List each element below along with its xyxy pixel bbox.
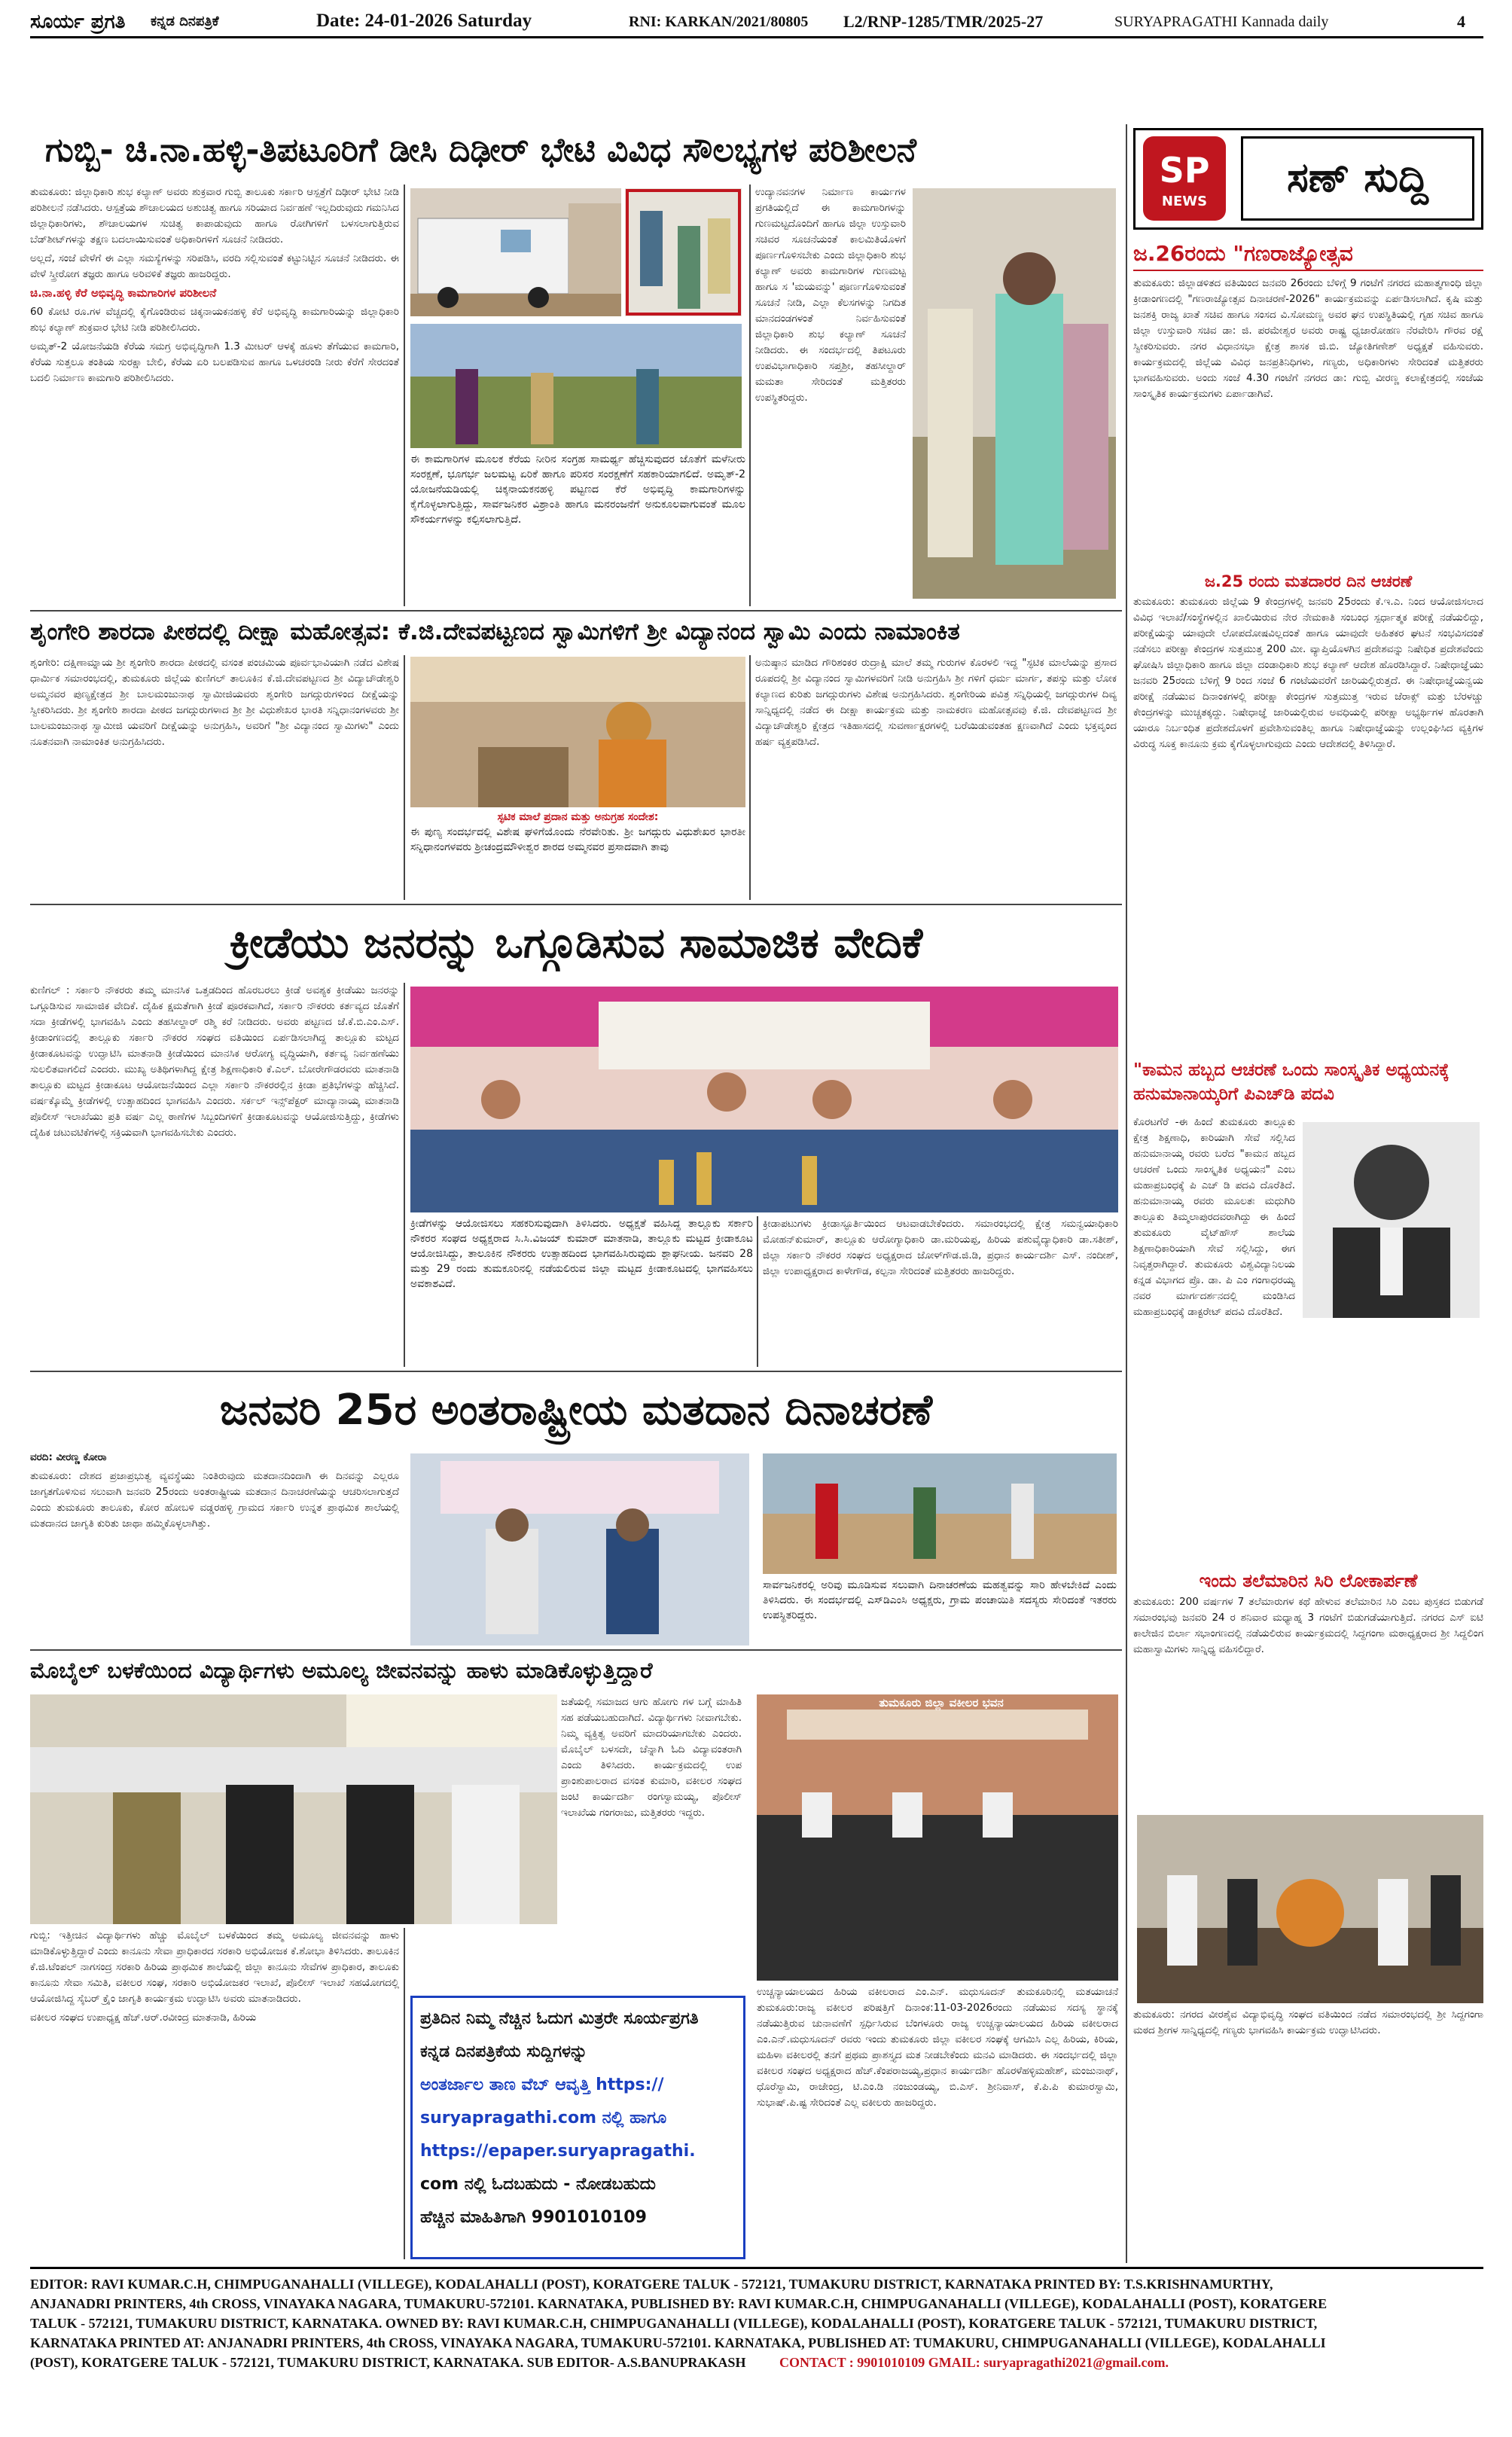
voters-day-photo: [410, 1453, 749, 1646]
sidebar-republic-day: [1133, 241, 1483, 573]
ad-line: ಪ್ರತಿದಿನ ನಿಮ್ಮ ನೆಚ್ಚಿನ ಓದುಗ ಮಿತ್ರರೇ ಸೂರ್ಯಪ್ರಗತಿ: [420, 2009, 699, 2028]
column-rule: [749, 655, 751, 900]
sidebar-event-body: ತುಮಕೂರು: ನಗರದ ವೀರಶೈವ ವಿದ್ಯಾಭಿವೃದ್ಧಿ ಸಂಘದ ವತಿಯಿಂದ ನಡೆದ ಸಮಾರಂಭದಲ್ಲಿ ಶ್ರೀ ಸಿದ್ದಗಂಗಾ ಮಠದ ಶ್ರೀಗಳ ಸಾನ್ನಿಧ್ಯದಲ್ಲಿ ಗಣ್ಯರು ಭಾಗವಹಿಸಿ ಕಾರ್ಯಕ್ರಮ ಉದ್ಘಾಟಿಸಿದರು.: [1133, 2008, 1483, 2036]
sidebar-headline: ಇಂದು ತಲೆಮಾರಿನ ಸಿರಿ ಲೋಕಾರ್ಪಣೆ: [1199, 1570, 1418, 1591]
article-sringeri-col3: ಅನುಷ್ಠಾನ ಮಾಡಿದ ಗೌರಿಶಂಕರ ರುದ್ರಾಕ್ಷಿ ಮಾಲೆ ತಮ್ಮ ಗುರುಗಳ ಕೊರಳಲಿ ಇದ್ದ "ಸ್ಫಟಿಕ ಮಾಲೆಯನ್ನು ಪ್ರಸಾದ ರೂಪದಲ್ಲಿ ಶ್ರೀ ವಿದ್ಯಾನಂದ ಸ್ವಾಮಿಗಳವರಿಗೆ ನೀಡಿ ಅನುಗ್ರಹಿಸಿ ಶ್ರೀ ಗಳಿಗೆ ಧರ್ಮ ಮಾರ್ಗ, ತಪಸ್ಸು ಮತ್ತು ಲೋಕ ಕಲ್ಯಾಣದ ಕುರಿತು ಜಗದ್ಗುರುಗಳು ವಿಶೇಷ ಅನುಗ್ರಹಿಸಿದರು. ಶೃಂಗೇರಿಯ ಪವಿತ್ರ ಸನ್ನಿಧಿಯಲ್ಲಿ ಜಗದ್ಗುರುಗಳ ದಿವ್ಯ ಸಾನ್ನಿಧ್ಯದಲ್ಲಿ ನಡೆದ ಈ ದೀಕ್ಷಾ ಕಾರ್ಯಕ್ರಮ ಮತ್ತು ನಾಮಕರಣ ಮಹೋತ್ಸವವು ಕೆ.ಜಿ. ದೇವಪಟ್ಟಣದ ಶ್ರೀ ವಿದ್ಯಾಚೌಡೇಶ್ವರಿ ಕ್ಷೇತ್ರದ ಇತಿಹಾಸದಲ್ಲಿ ಸುವರ್ಣಾಕ್ಷರಗಳಲ್ಲಿ ಬರೆಯಿಡುವಂತಹ ಕ್ಷಣವಾಗಿದೆ ಎಂದು ಭಕ್ತವೃಂದ ಹರ್ಷ ವ್ಯಕ್ತಪಡಿಸಿದೆ.: [755, 657, 1117, 748]
sidebar-book-launch: [1133, 1570, 1483, 1801]
masthead-english: SURYAPRAGATHI Kannada daily: [1114, 14, 1329, 30]
imprint-last-row: [30, 2353, 1483, 2372]
logo-word: NEWS: [1161, 194, 1208, 209]
lawyers-group-photo: [757, 1694, 1118, 1981]
sidebar-headline: ಜ.26ರಂದು "ಗಣರಾಜ್ಯೋತ್ಸವ: [1133, 241, 1483, 271]
contact-info[interactable]: CONTACT : 9901010109 GMAIL: suryapragathi2021@gmail.com.: [779, 2355, 1169, 2370]
column-rule: [757, 1216, 758, 1367]
headline-dc-visit: ಗುಬ್ಬಿ- ಚಿ.ನಾ.ಹಳ್ಳಿ-ತಿಪಟೂರಿಗೆ ಡೀಸಿ ದಿಢೀರ್ ಭೇಟಿ ವಿವಿಧ ಸೌಲಭ್ಯಗಳ ಪರಿಶೀಲನೆ: [45, 131, 917, 169]
sidebar-phd-body-narrow: ಕೊರಟಗೆರೆ -ಈ ಹಿಂದೆ ತುಮಕೂರು ತಾಲ್ಲೂಕು ಕ್ಷೇತ್ರ ಶಿಕ್ಷಣಾಧಿ, ಕಾರಿಯಾಗಿ ಸೇವೆ ಸಲ್ಲಿಸಿದ ಹನುಮಾನಾಯ್ಕ ರವರು ಬರೆದ "ಕಾಮನ ಹಬ್ಬದ ಆಚರಣೆ ಒಂದು ಸಾಂಸ್ಕೃತಿಕ ಅಧ್ಯಯನ" ಎಂಬ ಮಹಾಪ್ರಬಂಧಕ್ಕೆ ಪಿ ಎಚ್ ಡಿ ಪದವಿ ದೊರೆತಿದೆ. ಹನುಮಾನಾಯ್ಕ ರವರು ಮೂಲತಃ ಮಧುಗಿರಿ ತಾಲ್ಲೂಕು ತಿಮ್ಮಲಾಪುರದವರಾಗಿದ್ದು ಈ ಹಿಂದೆ ತುಮಕೂರು ವೈಟ್‌ಹೌಸ್ ಶಾಲೆಯ ಶಿಕ್ಷಣಾಧಿಕಾರಿಯಾಗಿ ಸೇವೆ ಸಲ್ಲಿಸಿದ್ದು, ಈಗ ನಿವೃತ್ತರಾಗಿದ್ದಾರೆ. ತುಮಕೂರು ವಿಶ್ವವಿದ್ಯಾನಿಲಯ ಕನ್ನಡ ವಿಭಾಗದ ಪ್ರೊ. ಡಾ. ಪಿ ಎಂ ಗಂಗಾಧರಯ್ಯ ನವರ ಮಾರ್ಗದರ್ಶನದಲ್ಲಿ ಮಂಡಿಸಿದ ಮಹಾಪ್ರಬಂಧಕ್ಕೆ ಡಾಕ್ಟರೇಟ್ ಪದವಿ ದೊರೆತಿದೆ.: [1133, 1116, 1295, 1318]
dc-portrait-photo: [913, 188, 1116, 599]
byline: ವರದಿ: ವೀರಣ್ಣ ಕೋರಾ: [30, 1451, 107, 1463]
masthead-rule: [30, 36, 1483, 38]
column-rule: [404, 185, 405, 606]
headline-sringeri: ಶೃಂಗೇರಿ ಶಾರದಾ ಪೀಠದಲ್ಲಿ ದೀಕ್ಷಾ ಮಹೋತ್ಸವ: ಕೆ.ಜಿ.ದೇವಪಟ್ಟಣದ ಸ್ವಾಮಿಗಳಿಗೆ ಶ್ರೀ ವಿದ್ಯಾನಂದ ಸ್ವಾಮಿ ಎಂದು ನಾಮಾಂಕಿತ: [30, 618, 960, 645]
sidebar-headline: "ಕಾಮನ ಹಬ್ಬದ ಆಚರಣೆ ಒಂದು ಸಾಂಸ್ಕೃತಿಕ ಅಧ್ಯಯನಕ್ಕೆ ಹನುಮಾನಾಯ್ಕರಿಗೆ ಪಿಎಚ್‌ಡಿ ಪದವಿ: [1133, 1060, 1450, 1104]
headline-sports: ಕ್ರೀಡೆಯು ಜನರನ್ನು ಒಗ್ಗೂಡಿಸುವ ಸಾಮಾಜಿಕ ವೇದಿಕೆ: [229, 919, 923, 968]
article-sports-col3: ಕ್ರೀಡಾಪಟುಗಳು ಕ್ರೀಡಾಸ್ಫೂರ್ತಿಯಿಂದ ಆಟವಾಡಬೇಕೆಂದರು. ಸಮಾರಂಭದಲ್ಲಿ ಕ್ಷೇತ್ರ ಸಮನ್ವಯಾಧಿಕಾರಿ ಮೋಹನ್‌ಕುಮಾರ್, ತಾಲ್ಲೂಕು ಆರೋಗ್ಯಾಧಿಕಾರಿ ಡಾ.ಮರಿಯಪ್ಪ, ಹಿರಿಯ ಪಶುವೈದ್ಯಾಧಿಕಾರಿ ಡಾ.ಸತೀಶ್, ಜಿಲ್ಲಾ ಸರ್ಕಾರಿ ನೌಕರರ ಸಂಘದ ಅಧ್ಯಕ್ಷರಾದ ಜೋಳ್‌ಗೌಡ.ಜಿ.ಡಿ, ಪ್ರಧಾನ ಕಾರ್ಯದರ್ಶಿ ಎಸ್. ನಂದೀಶ್, ಜಿಲ್ಲಾ ಉಪಾಧ್ಯಕ್ಷರಾದ ಕಾಳೇಗೌಡ, ಕಲ್ಪನಾ ಸೇರಿದಂತೆ ಮತ್ತಿತರರು ಹಾಜರಿದ್ದರು.: [763, 1218, 1118, 1277]
registration-number: L2/RNP-1285/TMR/2025-27: [843, 12, 1044, 31]
sringeri-photo: [410, 657, 745, 807]
paper-sub: ಕನ್ನಡ ದಿನಪತ್ರಿಕೆ: [151, 14, 219, 29]
paper-name: ಸೂರ್ಯ ಪ್ರಗತಿ: [30, 11, 126, 33]
article-sringeri-col1: ಶೃಂಗೇರಿ: ದಕ್ಷಿಣಾಮ್ನಾಯ ಶ್ರೀ ಶೃಂಗೇರಿ ಶಾರದಾ ಪೀಠದಲ್ಲಿ ವಸಂತ ಪಂಚಮಿಯ ಪೂರ್ವಭಾವಿಯಾಗಿ ನಡೆದ ವಿಶೇಷ ಧಾರ್ಮಿಕ ಸಮಾರಂಭದಲ್ಲಿ, ತುಮಕೂರು ಜಿಲ್ಲೆಯ ಕುಣಿಗಲ್ ತಾಲೂಕಿನ ಕೆ.ಜಿ.ದೇವಪಟ್ಟಣದ ಶ್ರೀ ವಿದ್ಯಾಚೌಡೇಶ್ವರಿ ಅಮ್ಮನವರ ಪುಣ್ಯಕ್ಷೇತ್ರದ ಶ್ರೀ ಬಾಲಮಂಜುನಾಥ ಸ್ವಾಮೀಜಿಯವರು ಶೃಂಗೇರಿ ಜಗದ್ಗುರುಗಳಿಂದ ದೀಕ್ಷೆಯನ್ನು ಸ್ವೀಕರಿಸಿದರು. ಶ್ರೀ ಶೃಂಗೇರಿ ಶಾರದಾ ಪೀಠದ ಜಗದ್ಗುರುಗಳಾದ ಶ್ರೀ ಶ್ರೀ ವಿಧುಶೇಖರ ಭಾರತಿ ಸನ್ನಿಧಾನಂಗಳವರು ಶ್ರೀ ಬಾಲಮಂಜುನಾಥ ಸ್ವಾಮೀಜಿ ಯವರಿಗೆ ದೀಕ್ಷೆಯನ್ನು ಅನುಗ್ರಹಿಸಿ, ಅವರಿಗೆ "ಶ್ರೀ ವಿದ್ಯಾನಂದ ಸ್ವಾಮಿಗಳು" ಎಂದು ನೂತನವಾಗಿ ನಾಮಾಂಕಿತ ಅನುಗ್ರಹಿಸಿದರು.: [30, 657, 399, 748]
hospital-visit-photo: [625, 188, 742, 316]
voters-caption: ಸಾರ್ವಜನಿಕರಲ್ಲಿ ಅರಿವು ಮೂಡಿಸುವ ಸಲುವಾಗಿ ದಿನಾಚರಣೆಯ ಮಹತ್ವವನ್ನು ಸಾರಿ ಹೇಳಬೇಕಿದೆ ಎಂದು ತಿಳಿಸಿದರು. ಈ ಸಂದರ್ಭದಲ್ಲಿ ಎಸ್‌ಡಿಎಂಸಿ ಅಧ್ಯಕ್ಷರು, ಗ್ರಾಮ ಪಂಚಾಯಿತಿ ಸದಸ್ಯರು ಸೇರಿದಂತೆ ಇತರರು ಉಪಸ್ಥಿತರಿದ್ದರು.: [763, 1579, 1117, 1621]
logo-letters: SP: [1159, 150, 1210, 191]
column-rule: [404, 655, 405, 900]
ad-link[interactable]: https://epaper.suryapragathi.: [420, 2142, 696, 2161]
headline-mobile: ಮೊಬೈಲ್ ಬಳಕೆಯಿಂದ ವಿದ್ಯಾರ್ಥಿಗಳು ಅಮೂಲ್ಯ ಜೀವನವನ್ನು ಹಾಳು ಮಾಡಿಕೊಳ್ಳುತ್ತಿದ್ದಾರೆ: [30, 1658, 653, 1683]
caption-text: ಈ ಪುಣ್ಯ ಸಂದರ್ಭದಲ್ಲಿ ವಿಶೇಷ ಘಳಿಗೆಯೊಂದು ನೆರವೇರಿತು. ಶ್ರೀ ಜಗದ್ಗುರು ವಿಧುಶೇಖರ ಭಾರತೀ ಸನ್ನಿಧಾನಂಗಳವರು ಶ್ರೀಚಂದ್ರಮೌಳೀಶ್ವರ ಶಾರದ ಅಮ್ಮನವರ ಪ್ರಸಾದವಾಗಿ ತಾವು: [410, 826, 745, 853]
imprint-line: KARNATAKA PRINTED AT: ANJANADRI PRINTERS, 4th CROSS, VINAYAKA NAGARA, TUMAKURU-572101. KARNATAKA, PUBLISHED AT: TUMAKURU, CHIMPUGANAHALLI (VILLEGE), KODALAHALLI: [30, 2335, 1326, 2350]
lake-inspection-photo: [410, 324, 742, 448]
section-rule: [30, 1371, 1122, 1372]
ad-line: com ನಲ್ಲಿ ಓದಬಹುದು - ನೋಡಬಹುದು: [420, 2175, 656, 2194]
footer-rule: [30, 2267, 1483, 2269]
ad-line: ಅಂತರ್ಜಾಲ ತಾಣ ವೆಬ್ ಆವೃತ್ತಿ https://: [420, 2076, 664, 2094]
ad-line: ಹೆಚ್ಚಿನ ಮಾಹಿತಿಗಾಗಿ 9901010109: [420, 2208, 647, 2227]
sports-caption: ಕ್ರೀಡೆಗಳನ್ನು ಆಯೋಜಿಸಲು ಸಹಕರಿಸುವುದಾಗಿ ತಿಳಿಸಿದರು. ಅಧ್ಯಕ್ಷತೆ ವಹಿಸಿದ್ದ ತಾಲ್ಲೂಕು ಸರ್ಕಾರಿ ನೌಕರರ ಸಂಘದ ಅಧ್ಯಕ್ಷರಾದ ಸಿ.ಸಿ.ವಿಜಯ್ ಕುಮಾರ್ ಮಾತನಾಡಿ, ತಾಲ್ಲೂಕು ಮಟ್ಟದ ಕ್ರೀಡಾಕೂಟ ಆಯೋಜಿಸಿದ್ದು, ತಾಲೂಕಿನ ನೌಕರರು ಉತ್ಸಾಹದಿಂದ ಭಾಗವಹಿಸಿರುವುದು ಶ್ಲಾಘನೀಯ. ಜನವರಿ 28 ಮತ್ತು 29 ರಂದು ತುಮಕೂರಿನಲ್ಲಿ ನಡೆಯಲಿರುವ ಜಿಲ್ಲಾ ಮಟ್ಟದ ಕ್ರೀಡಾಕೂಟದಲ್ಲಿ ಭಾಗವಹಿಸಲು ಅವಕಾಶವಿದೆ.: [410, 1218, 753, 1290]
section-rule: [30, 1649, 1122, 1651]
sidebar-masthead: [1133, 128, 1483, 230]
subheading: ಚಿ.ನಾ.ಹಳ್ಳಿ ಕೆರೆ ಅಭಿವೃದ್ಧಿ ಕಾಮಗಾರಿಗಳ ಪರಿಶೀಲನೆ: [30, 286, 217, 300]
imprint-line: ANJANADRI PRINTERS, 4th CROSS, VINAYAKA NAGARA, TUMAKURU-572101. KARNATAKA, PUBLISHED BY: RAVI KUMAR.C.H, CHIMPUGANAHALLI (VILLEGE), KODALAHALLI (POST), KORATGERE: [30, 2296, 1328, 2311]
article-mobile-col3: ಜತೆಯಲ್ಲಿ ಸಮಾಜದ ಆಗು ಹೋಗು ಗಳ ಬಗ್ಗೆ ಮಾಹಿತಿ ಸಹ ಪಡೆಯಬಹುದಾಗಿದೆ. ವಿದ್ಯಾರ್ಥಿಗಳು ನೀವಾಗಬೇಕು. ನಿಮ್ಮ ವ್ಯಕ್ತಿತ್ವ ಅವರಿಗೆ ಮಾದರಿಯಾಗಬೇಕು ಎಂದರು. ಮೊಬೈಲ್ ಬಳಸದೇ, ಚೆನ್ನಾಗಿ ಓದಿ ವಿದ್ಯಾವಂತರಾಗಿ ಎಂದು ತಿಳಿಸಿದರು. ಕಾರ್ಯಕ್ರಮದಲ್ಲಿ ಉಪ ಪ್ರಾಂಶುಪಾಲರಾದ ವಸಂತ ಕುಮಾರಿ, ವಕೀಲರ ಸಂಘದ ಜಂಟಿ ಕಾರ್ಯದರ್ಶಿ ರಂಗಸ್ವಾಮಯ್ಯ, ಪೊಲೀಸ್ ಇಲಾಖೆಯ ಗಂಗರಾಜು, ಮತ್ತಿತರರು ಇದ್ದರು.: [561, 1696, 742, 1819]
rni-number: RNI: KARKAN/2021/80805: [629, 14, 809, 30]
sidebar-body: ತುಮಕೂರು: ತುಮಕೂರು ಜಿಲ್ಲೆಯ 9 ಕೇಂದ್ರಗಳಲ್ಲಿ ಜನವರಿ 25ರಂದು ಕೆ.ಇ.ಎ. ನಿಂದ ಆಯೋಜಿಸಲಾದ ವಿವಿಧ ಇಲಾಖೆ/ಸಂಸ್ಥೆಗಳಲ್ಲಿನ ಖಾಲಿಯಿರುವ ನೇರ ನೇಮಕಾತಿ ಸಂಬಂಧ ಸ್ಪರ್ಧಾತ್ಮಕ ಪರೀಕ್ಷೆ ನಡೆಯಲಿದ್ದು, ಪರೀಕ್ಷೆಯನ್ನು ಯಾವುದೇ ಲೋಪದೋಷವಿಲ್ಲದಂತೆ ಹಾಗೂ ಯಾವುದೇ ಅಹಿತಕರ ಘಟನೆ ಸಂಭವಿಸದಂತೆ ನಡೆಸಲು ಪರೀಕ್ಷಾ ಕೇಂದ್ರಗಳ ಸುತ್ತಮುತ್ತ 200 ಮೀ. ವ್ಯಾಪ್ತಿಯೊಳಗಿನ ಪ್ರದೇಶವನ್ನು ನಿಷೇಧಿತ ಪ್ರದೇಶವೆಂದು ಘೋಷಿಸಿ ಜಿಲ್ಲಾಧಿಕಾರಿ ಹಾಗೂ ಜಿಲ್ಲಾ ದಂಡಾಧಿಕಾರಿ ಶುಭ ಕಲ್ಯಾಣ್ ಆದೇಶ ಹೊರಡಿಸಿದ್ದಾರೆ. ನಿಷೇಧಾಜ್ಞೆಯು ಜನವರಿ 25ರಂದು ಬೆಳಿಗ್ಗೆ 9 ರಿಂದ ಸಂಜೆ 6 ಗಂಟೆಯವರೆಗೆ ಜಾರಿಯಲ್ಲಿರುತ್ತದೆ. ಈ ನಿಷೇಧಾಜ್ಞೆಯನ್ವಯ ಪರೀಕ್ಷೆ ನಡೆಯುವ ದಿನಾಂಕಗಳಲ್ಲಿ ಪರೀಕ್ಷಾ ಕೇಂದ್ರಗಳ ಸುತ್ತಮುತ್ತ ಇರುವ ಜೆರಾಕ್ಸ್ ಮತ್ತು ಬೆರಳಚ್ಚು ಕೇಂದ್ರಗಳನ್ನು ಮುಚ್ಚತಕ್ಕದ್ದು. ನಿಷೇಧಾಜ್ಞೆ ಜಾರಿಯಲ್ಲಿರುವ ಅವಧಿಯಲ್ಲಿ ಪರೀಕ್ಷಾ ಅಭ್ಯರ್ಥಿಗಳ ಹೊರತಾಗಿ ಯಾರೂ ನಿರ್ಬಂಧಿತ ಪ್ರದೇಶದೊಳಗೆ ಪ್ರವೇಶಿಸುವಂತಿಲ್ಲ ಹಾಗೂ ನಿಷೇಧಾಜ್ಞೆಯನ್ನು ಉಲ್ಲಂಘಿಸಿದ ವ್ಯಕ್ತಿಗಳ ವಿರುದ್ಧ ಸೂಕ್ತ ಕಾನೂನು ಕ್ರಮ ಕೈಗೊಳ್ಳಲಾಗುವುದು ಎಂದು ಆದೇಶದಲ್ಲಿ ತಿಳಿಸಿದ್ದಾರೆ.: [1133, 596, 1483, 750]
voters-rally-photo: [763, 1453, 1117, 1574]
section-rule: [30, 610, 1122, 612]
imprint-line: (POST), KORATGERE TALUK - 572121, TUMAKURU DISTRICT, KARNATAKA. SUB EDITOR- A.S.BANUPRAKASH: [30, 2355, 746, 2370]
sidebar-headline: ಜ.25 ರಂದು ಮತದಾರರ ದಿನ ಆಚರಣೆ: [1204, 572, 1413, 590]
article-voters-col1: [30, 1450, 399, 1646]
issue-date: Date: 24-01-2026 Saturday: [316, 11, 532, 31]
page-number: 4: [1457, 12, 1465, 31]
paragraph: ವಕೀಲರ ಸಂಘದ ಉಪಾಧ್ಯಕ್ಷ ಹೆಚ್.ಆರ್.ರವೀಂದ್ರ ಮಾತನಾಡಿ, ಹಿರಿಯ: [30, 2012, 257, 2024]
paragraph: ಅಮೃತ್-2 ಯೋಜನೆಯಡಿ ಕೆರೆಯ ಸಮಗ್ರ ಅಭಿವೃದ್ಧಿಗಾಗಿ 1.3 ಮೀಟರ್ ಆಳಕ್ಕೆ ಹೂಳು ತೆಗೆಯುವ ಕಾಮಗಾರಿ, ಕೆರೆಯ ಸುತ್ತಲೂ ತಂತಿಯ ಸುರಕ್ಷಾ ಬೇಲಿ, ಕೆರೆಯ ಏರಿ ಬಲಪಡಿಸುವ ಹಾಗೂ ಒಳಚರಂಡಿ ನೀರು ಕೆರೆಗೆ ಸೇರದಂತೆ ಬದಲಿ ನಿರ್ಮಾಣ ಕಾಮಗಾರಿ ಪರಿಶೀಲಿಸಿದರು.: [30, 340, 399, 384]
column-rule: [749, 185, 751, 606]
paragraph: 60 ಕೋಟಿ ರೂ.ಗಳ ವೆಚ್ಚದಲ್ಲಿ ಕೈಗೊಂಡಿರುವ ಚಿಕ್ಕನಾಯಕನಹಳ್ಳಿ ಕೆರೆ ಅಭಿವೃದ್ಧಿ ಕಾಮಗಾರಿಯನ್ನು ಜಿಲ್ಲಾಧಿಕಾರಿ ಶುಭ ಕಲ್ಯಾಣ್ ಶುಕ್ರವಾರ ಭೇಟಿ ನೀಡಿ ಪರಿಶೀಲಿಸಿದರು.: [30, 306, 399, 334]
sports-event-photo: [410, 987, 1118, 1212]
paragraph: ತುಮಕೂರು: ದೇಶದ ಪ್ರಜಾಪ್ರಭುತ್ವ ವ್ಯವಸ್ಥೆಯು ನಿಂತಿರುವುದು ಮತದಾನದಿಂದಾಗಿ ಈ ದಿನವನ್ನು ಎಲ್ಲರೂ ಜಾಗೃತಗೊಳಿಸುವ ಸಲುವಾಗಿ ಜನವರಿ 25ರಂದು ಅಂತರಾಷ್ಟ್ರೀಯ ಮತದಾನ ದಿನಾಚರಣೆಯನ್ನು ಆಚರಿಸಲಾಗುತ್ತದೆ ಎಂದು ತುಮಕೂರು ತಾಲೂಕು, ಕೋರ ಹೋಬಳಿ ವಡ್ಡರಹಳ್ಳಿ ಗ್ರಾಮದ ಸರ್ಕಾರಿ ಉನ್ನತ ಪ್ರಾಥಮಿಕ ಶಾಲೆಯಲ್ಲಿ ಮತದಾನದ ಜಾಗೃತಿ ಕುರಿತು ಜಾಥಾ ಹಮ್ಮಿಕೊಳ್ಳಲಾಗಿತ್ತು.: [30, 1470, 399, 1530]
sidebar-voters-day: [1133, 572, 1483, 1054]
article-mobile-col1: [30, 1928, 399, 2259]
sidebar-phd: [1133, 1058, 1483, 1106]
hanumanaik-portrait: [1303, 1122, 1480, 1318]
sidebar-title: ಸಣ್ ಸುದ್ದಿ: [1241, 136, 1474, 221]
ambulance-photo: [410, 188, 621, 316]
imprint-footer: [30, 2274, 1483, 2380]
headline-voters-day: ಜನವರಿ 25ರ ಅಂತರಾಷ್ಟ್ರೀಯ ಮತದಾನ ದಿನಾಚರಣೆ: [219, 1386, 933, 1435]
sidebar-body: ತುಮಕೂರು: 200 ವರ್ಷಗಳ 7 ತಲೆಮಾರುಗಳ ಕಥೆ ಹೇಳುವ ತಲೆಮಾರಿನ ಸಿರಿ ಎಂಬ ಪುಸ್ತಕದ ಬಿಡುಗಡೆ ಸಮಾರಂಭವು ಜನವರಿ 24 ರ ಶನಿವಾರ ಮಧ್ಯಾಹ್ನ 3 ಗಂಟೆಗೆ ಬಿಡುಗಡೆಯಾಗುತ್ತಿದೆ. ನಗರದ ಎಸ್ ಐಟಿ ಕಾಲೇಜಿನ ಬಿರ್ಲಾ ಸಭಾಂಗಣದಲ್ಲಿ ನಡೆಯಲಿರುವ ಕಾರ್ಯಕ್ರಮದಲ್ಲಿ ಸಿದ್ದಗಂಗಾ ಮಠಾಧ್ಯಕ್ಷರಾದ ಶ್ರೀ ಸಿದ್ದಲಿಂಗ ಮಹಾಸ್ವಾಮಿಗಳು ಸಾನ್ನಿಧ್ಯ ವಹಿಸಲಿದ್ದಾರೆ.: [1133, 1596, 1483, 1655]
paragraph: ತುಮಕೂರು: ಜಿಲ್ಲಾಧಿಕಾರಿ ಶುಭ ಕಲ್ಯಾಣ್ ಅವರು ಶುಕ್ರವಾರ ಗುಬ್ಬಿ ತಾಲೂಕು ಸರ್ಕಾರಿ ಆಸ್ಪತ್ರೆಗೆ ದಿಢೀರ್ ಭೇಟಿ ನೀಡಿ ಪರಿಶೀಲನೆ ನಡೆಸಿದರು. ಆಸ್ಪತ್ರೆಯ ಶೌಚಾಲಯದ ಅಶುಚಿತ್ವ ಹಾಗೂ ಸರಿಯಾದ ನಿರ್ವಹಣೆ ಇಲ್ಲದಿರುವುದು ಗಮನಿಸಿದ ಜಿಲ್ಲಾಧಿಕಾರಿಗಳು, ಶೌಚಾಲಯಗಳ ಸುಚಿತ್ವ ಕಾಪಾಡುವುದು ಹಾಗೂ ರೋಗಿಗಳಿಗೆ ಬಳಸಲಾಗುತ್ತಿರುವ ಬೆಡ್‌ಶೀಟ್‌ಗಳನ್ನು ತಕ್ಷಣ ಬದಲಾಯಿಸುವಂತೆ ಅಧಿಕಾರಿಗಳಿಗೆ ಸೂಚನೆ ನೀಡಿದರು.: [30, 186, 399, 246]
paragraph: ಗುಬ್ಬಿ: ಇತ್ತೀಚಿನ ವಿದ್ಯಾರ್ಥಿಗಳು ಹೆಚ್ಚು ಮೊಬೈಲ್ ಬಳಕೆಯಿಂದ ತಮ್ಮ ಅಮೂಲ್ಯ ಜೀವನವನ್ನು ಹಾಳು ಮಾಡಿಕೊಳ್ಳುತ್ತಿದ್ದಾರೆ ಎಂದು ಕಾನೂನು ಸೇವಾ ಪ್ರಾಧಿಕಾರದ ಸರಕಾರಿ ಅಭಿಯೋಜಕ ಕೆ.ಶೋಭಾ ತಿಳಿಸಿದರು. ತಾಲೂಕಿನ ಕೆ.ಜಿ.ಟೆಂಪಲ್ ನಾಗಸಂದ್ರ ಸರಕಾರಿ ಹಿರಿಯ ಪ್ರಾಥಮಿಕ ಶಾಲೆಯಲ್ಲಿ ಜಿಲ್ಲಾ ಕಾನೂನು ಸೇವೆಗಳ ಪ್ರಾಧಿಕಾರ, ತಾಲೂಕು ಕಾನೂನು ಸೇವಾ ಸಮಿತಿ, ವಕೀಲರ ಸಂಘ, ಸರಕಾರಿ ಅಭಿಯೋಜಕರ ಇಲಾಖೆ, ಪೊಲೀಸ್ ಇಲಾಖೆ ಸಹಯೋಗದಲ್ಲಿ ಆಯೋಜಿಸಿದ್ದ ಸೈಬರ್ ಕ್ರೈಂ ಜಾಗೃತಿ ಕಾರ್ಯಕ್ರಮ ಉದ್ಘಾಟಿಸಿ ಅವರು ಮಾತನಾಡಿದರು.: [30, 1929, 399, 2005]
sidebar-rule: [1126, 124, 1127, 2263]
ad-link[interactable]: suryapragathi.com ನಲ್ಲಿ ಹಾಗೂ: [420, 2109, 667, 2127]
article-sports-col1: ಕುಣಿಗಲ್ : ಸರ್ಕಾರಿ ನೌಕರರು ತಮ್ಮ ಮಾನಸಿಕ ಒತ್ತಡದಿಂದ ಹೊರಬರಲು ಕ್ರೀಡೆ ಅವಶ್ಯಕ ಕ್ರೀಡೆಯು ಜನರನ್ನು ಒಗ್ಗೂಡಿಸುವ ಸಾಮಾಜಿಕ ವೇದಿಕೆ. ದೈಹಿಕ ಕ್ಷಮತೆಗಾಗಿ ಕ್ರೀಡೆ ಪೂರಕವಾಗಿದೆ, ಸರ್ಕಾರಿ ನೌಕರರು ಕರ್ತವ್ಯದ ಜೊತೆಗೆ ಸದಾ ಕ್ರೀಡೆಗಳಲ್ಲಿ ಭಾಗವಹಿಸಿ ಎಂದು ತಹಸೀಲ್ದಾರ್ ರಶ್ಮಿ ಕರೆ ನೀಡಿದರು. ಅವರು ಪಟ್ಟಣದ ಜೆ.ಕೆ.ಬಿ.ಎಂ.ಎಸ್. ಕ್ರೀಡಾಂಗಣದಲ್ಲಿ ತಾಲ್ಲೂಕು ಸರ್ಕಾರಿ ನೌಕರರ ಸಂಘದ ವತಿಯಿಂದ ಏರ್ಪಡಿಸಲಾಗಿದ್ದ ತಾಲ್ಲೂಕು ಮಟ್ಟದ ಕ್ರೀಡಾಕೂಟವನ್ನು ಉದ್ಘಾಟಿಸಿ ಮಾತನಾಡಿ ಕ್ರೀಡೆಯಿಂದ ಮಾನಸಿಕ ಆರೋಗ್ಯ ವೃದ್ಧಿಯಾಗಿ, ಕರ್ತವ್ಯ ನಿರ್ವಹಣೆಯು ಸುಲಲಿತವಾಗಲಿದೆ ಎಂದರು. ಮುಖ್ಯ ಅತಿಥಿಗಳಾಗಿದ್ದ ಕ್ಷೇತ್ರ ಶಿಕ್ಷಣಾಧಿಕಾರಿ ಕೆ.ಎಲ್. ಬೋರೇಗೌಡರವರು ಮಾತನಾಡಿ ತಾಲ್ಲೂಕು ಮಟ್ಟದ ಕ್ರೀಡಾಕೂಟ ಆಯೋಜನೆಯಿಂದ ಎಲ್ಲಾ ಸರ್ಕಾರಿ ನೌಕರರಲ್ಲಿನ ಕ್ರೀಡಾ ಪ್ರತಿಭೆಗಳನ್ನು ಹೆಚ್ಚಿಸಿದೆ. ವರ್ಷಕ್ಕೊಮ್ಮೆ ಕ್ರೀಡೆಗಳಲ್ಲಿ ಉತ್ಸಾಹದಿಂದ ಭಾಗವಹಿಸಿ ಎಂದರು. ಸರ್ಕಲ್ ಇನ್ಸ್‌ಪೆಕ್ಟರ್ ಮಾದ್ಯಾನಾಯ್ಕ ಮಾತನಾಡಿ ಪೊಲೀಸ್ ಇಲಾಖೆಯು ಪ್ರತಿ ವರ್ಷ ಎಲ್ಲ ಠಾಣೆಗಳ ಸಿಬ್ಬಂದಿಗಳಿಗೆ ಕ್ರೀಡಾಕೂಟವನ್ನು ಆಯೋಜಿಸುತ್ತಿದ್ದು, ಕ್ರೀಡೆಗಳು ದೈಹಿಕ ಚಟುವಟಿಕೆಗಳಲ್ಲಿ ಸಕ್ರಿಯವಾಗಿ ಭಾಗವಹಿಸಬೇಕು ಎಂದರು.: [30, 984, 399, 1139]
sp-news-logo: [1143, 136, 1226, 221]
article-lawyers: ಉಚ್ಚನ್ಯಾಯಾಲಯದ ಹಿರಿಯ ವಕೀಲರಾದ ಎಂ.ಎನ್. ಮಧುಸೂದನ್ ತುಮಕೂರಿನಲ್ಲಿ ಮತಯಾಚನೆ ತುಮಕೂರು:ರಾಜ್ಯ ವಕೀಲರ ಪರಿಷತ್ತಿಗೆ ದಿನಾಂಕ:11-03-2026ರಂದು ನಡೆಯುವ ಸದಸ್ಯ ಸ್ಥಾನಕ್ಕೆ ನಡೆಯುತ್ತಿರುವ ಚುನಾವಣೆಗೆ ಸ್ಪರ್ಧಿಸಿರುವ ಬೆಂಗಳೂರು ರಾಜ್ಯ ಉಚ್ಚನ್ಯಾಯಾಲಯದ ಹಿರಿಯ ವಕೀಲರಾದ ಎಂ.ಎನ್.ಮಧುಸೂದನ್ ರವರು ಇಂದು ತುಮಕೂರು ಜಿಲ್ಲಾ ವಕೀಲರ ಸಂಘಕ್ಕೆ ಆಗಮಿಸಿ ಎಲ್ಲ ಹಿರಿಯ, ಕಿರಿಯ, ಮಹಿಳಾ ವಕೀಲರಲ್ಲಿ ತನಗೆ ಪ್ರಥಮ ಪ್ರಾಶಸ್ತ್ಯದ ಮತ ನೀಡಬೇಕೆಂದು ಮನವಿ ಮಾಡಿದರು. ಈ ಸಂದರ್ಭದಲ್ಲಿ ಜಿಲ್ಲಾ ವಕೀಲರ ಸಂಘದ ಅಧ್ಯಕ್ಷರಾದ ಹೆಚ್.ಕೆಂಪರಾಜಯ್ಯ,ಪ್ರಧಾನ ಕಾರ್ಯದರ್ಶಿ ಹೊರಳೆಹಳ್ಳಿಮಹೇಶ್, ಮಂಜುನಾಥ್, ಧೊರೆಸ್ವಾಮಿ, ರಾಜೇಂದ್ರ, ಟಿ.ಎಂ.ಡಿ ನಂಜುಂಡಯ್ಯ, ಬಿ.ಎಸ್. ಶ್ರೀನಿವಾಸ್, ಕೆ.ಪಿ.ಪಿ ಕುಮಾರಸ್ವಾಮಿ, ಸುಭಾಷ್.ಪಿ.ಷ್ಟ ಸೇರಿದಂತೆ ಎಲ್ಲ ವಕೀಲರು ಹಾಜರಿದ್ದರು.: [757, 1986, 1118, 2109]
article-dc-visit-col3: ಉದ್ಯಾನವನಗಳ ನಿರ್ಮಾಣ ಕಾರ್ಯಗಳ ಪ್ರಗತಿಯಲ್ಲಿದೆ ಈ ಕಾಮಗಾರಿಗಳನ್ನು ಗುಣಮಟ್ಟದೊಂದಿಗೆ ಹಾಗೂ ಜಿಲ್ಲಾ ಉಸ್ತುವಾರಿ ಸಚಿವರ ಸೂಚನೆಯಂತೆ ಕಾಲಮಿತಿಯೊಳಗೆ ಪೂರ್ಣಗೊಳಿಸಬೇಕು ಎಂದು ಜಿಲ್ಲಾಧಿಕಾರಿ ಶುಭ ಕಲ್ಯಾಣ್ ಅವರು ಕಾಮಗಾರಿಗಳ ಗುಣಮಟ್ಟ ಹಾಗೂ ಸ 'ಮಯವನ್ನು' ಪೂರ್ಣಗೊಳಿಸುವಂತೆ ಸೂಚನೆ ನೀಡಿ, ಎಲ್ಲಾ ಕೆಲಸಗಳನ್ನು ನಿಗದಿತ ಮಾನದಂಡಗಳಂತೆ ನಿರ್ವಹಿಸುವಂತೆ ಜಿಲ್ಲಾಧಿಕಾರಿ ಶುಭ ಕಲ್ಯಾಣ್ ಸೂಚನೆ ನೀಡಿದರು. ಈ ಸಂದರ್ಭದಲ್ಲಿ ತಿಪಟೂರು ಉಪವಿಭಾಗಾಧಿಕಾರಿ ಸಪ್ತಶ್ರೀ, ತಹಸೀಲ್ದಾರ್ ಮಮತಾ ಸೇರಿದಂತೆ ಮತ್ತಿತರರು ಉಪಸ್ಥಿತರಿದ್ದರು.: [755, 186, 906, 404]
caption-title: ಸ್ಫಟಿಕ ಮಾಲೆ ಪ್ರದಾನ ಮತ್ತು ಅನುಗ್ರಹ ಸಂದೇಶ:: [497, 811, 659, 823]
imprint-line: EDITOR: RAVI KUMAR.C.H, CHIMPUGANAHALLI (VILLEGE), KODALAHALLI (POST), KORATGERE TALUK - 572121, TUMAKURU DISTRICT, KARNATAKA PRINTED BY: T.S.KRISHNAMURTHY,: [30, 2277, 1273, 2292]
column-rule: [404, 1928, 405, 2259]
paragraph: ಅಲ್ಲದೆ, ಸಂಜೆ ವೇಳೆಗೆ ಈ ಎಲ್ಲಾ ಸಮಸ್ಯೆಗಳನ್ನು ಸರಿಪಡಿಸಿ, ವರದಿ ಸಲ್ಲಿಸುವಂತೆ ಕಟ್ಟುನಿಟ್ಟಿನ ಸೂಚನೆ ನೀಡಿದರು. ಈ ವೇಳೆ ಸ್ತ್ರೀರೋಗ ತಜ್ಞರು ಹಾಗೂ ಅರಿವಳಿಕೆ ತಜ್ಞರು ಹಾಜರಿದ್ದರು.: [30, 252, 399, 280]
imprint-line: TALUK - 572121, TUMAKURU DISTRICT, KARNATAKA. OWNED BY: RAVI KUMAR.C.H, CHIMPUGANAHALLI (VILLEGE), KODALAHALLI (POST), KORATGERE TALUK - 572121, TUMAKURU DISTRICT,: [30, 2316, 1318, 2331]
book-launch-photo: [1137, 1815, 1483, 2003]
cyber-awareness-photo: [30, 1694, 557, 1924]
ad-box: [410, 1996, 745, 2259]
section-rule: [30, 904, 1122, 905]
sringeri-caption-block: [410, 810, 745, 900]
building-banner-text: ತುಮಕೂರು ಜಿಲ್ಲಾ ವಕೀಲರ ಭವನ: [879, 1696, 1004, 1710]
ad-line: ಕನ್ನಡ ದಿನಪತ್ರಿಕೆಯ ಸುದ್ದಿಗಳನ್ನು: [420, 2042, 588, 2061]
lake-photo-caption: ಈ ಕಾಮಗಾರಿಗಳ ಮೂಲಕ ಕೆರೆಯ ನೀರಿನ ಸಂಗ್ರಹ ಸಾಮರ್ಥ್ಯ ಹೆಚ್ಚಿಸುವುದರ ಜೊತೆಗೆ ಮಳೆನೀರು ಸಂರಕ್ಷಣೆ, ಭೂಗರ್ಭ ಜಲಮಟ್ಟ ಏರಿಕೆ ಹಾಗೂ ಪರಿಸರ ಸಂರಕ್ಷಣೆಗೆ ಸಹಕಾರಿಯಾಗಲಿದೆ. ಅಮೃತ್-2 ಯೋಜನೆಯಡಿಯಲ್ಲಿ ಚಿಕ್ಕನಾಯಕನಹಳ್ಳಿ ಪಟ್ಟಣದ ಕೆರೆ ಅಭಿವೃದ್ಧಿ ಕಾಮಗಾರಿಗಳನ್ನು ಕೈಗೊಳ್ಳಲಾಗುತ್ತಿದ್ದು, ಸಾರ್ವಜನಿಕರ ವಿಶ್ರಾಂತಿ ಹಾಗೂ ಮನರಂಜನೆಗೆ ಅನುಕೂಲವಾಗುವಂತೆ ಮೂಲ ಸೌಕರ್ಯಗಳನ್ನು ಕಲ್ಪಿಸಲಾಗುತ್ತಿದೆ.: [410, 453, 745, 526]
sidebar-body: ತುಮಕೂರು: ಜಿಲ್ಲಾಡಳಿತದ ವತಿಯಿಂದ ಜನವರಿ 26ರಂದು ಬೆಳಿಗ್ಗೆ 9 ಗಂಟೆಗೆ ನಗರದ ಮಹಾತ್ಮಗಾಂಧಿ ಜಿಲ್ಲಾ ಕ್ರೀಡಾಂಗಣದಲ್ಲಿ "ಗಣರಾಜ್ಯೋತ್ಸವ ದಿನಾಚರಣೆ-2026" ಕಾರ್ಯಕ್ರಮವನ್ನು ಏರ್ಪಡಿಸಲಾಗಿದೆ. ಕೃಷಿ ಮತ್ತು ಜನಶಕ್ತಿ ರಾಜ್ಯ ಖಾತೆ ಸಚಿವ ಹಾಗೂ ಸಂಸದ ವಿ.ಸೋಮಣ್ಣ ಅವರ ಘನ ಉಪಸ್ಥಿತಿಯಲ್ಲಿ ಗೃಹ ಸಚಿವ ಹಾಗೂ ಜಿಲ್ಲಾ ಉಸ್ತುವಾರಿ ಸಚಿವ ಡಾ: ಜಿ. ಪರಮೇಶ್ವರ ಅವರು ರಾಷ್ಟ್ರ ಧ್ವಜಾರೋಹಣ ನೆರವೇರಿಸಿ ಗೌರವ ರಕ್ಷೆ ಸ್ವೀಕರಿಸುವರು. ನಗರ ವಿಧಾನಸಭಾ ಕ್ಷೇತ್ರ ಶಾಸಕ ಜಿ.ಬಿ. ಜ್ಯೋತಿಗಣೇಶ್ ಅಧ್ಯಕ್ಷತೆ ವಹಿಸುವರು. ಕಾರ್ಯಕ್ರಮದಲ್ಲಿ ಜಿಲ್ಲೆಯ ವಿವಿಧ ಜನಪ್ರತಿನಿಧಿಗಳು, ಗಣ್ಯರು, ಅಧಿಕಾರಿಗಳು ಸೇರಿದಂತೆ ಮತ್ತಿತರರು ಭಾಗವಹಿಸುವರು. ಅಂದು ಸಂಜೆ 4.30 ಗಂಟೆಗೆ ನಗರದ ಡಾ: ಗುಬ್ಬಿ ವೀರಣ್ಣ ಕಲಾಕ್ಷೇತ್ರದಲ್ಲಿ ಸಂಜೆಯ ಸಾಂಸ್ಕೃತಿಕ ಕಾರ್ಯಕ್ರಮಗಳು ಏರ್ಪಾಡಾಗಿವೆ.: [1133, 277, 1483, 400]
column-rule: [404, 983, 405, 1367]
article-dc-visit-col1: [30, 185, 399, 606]
